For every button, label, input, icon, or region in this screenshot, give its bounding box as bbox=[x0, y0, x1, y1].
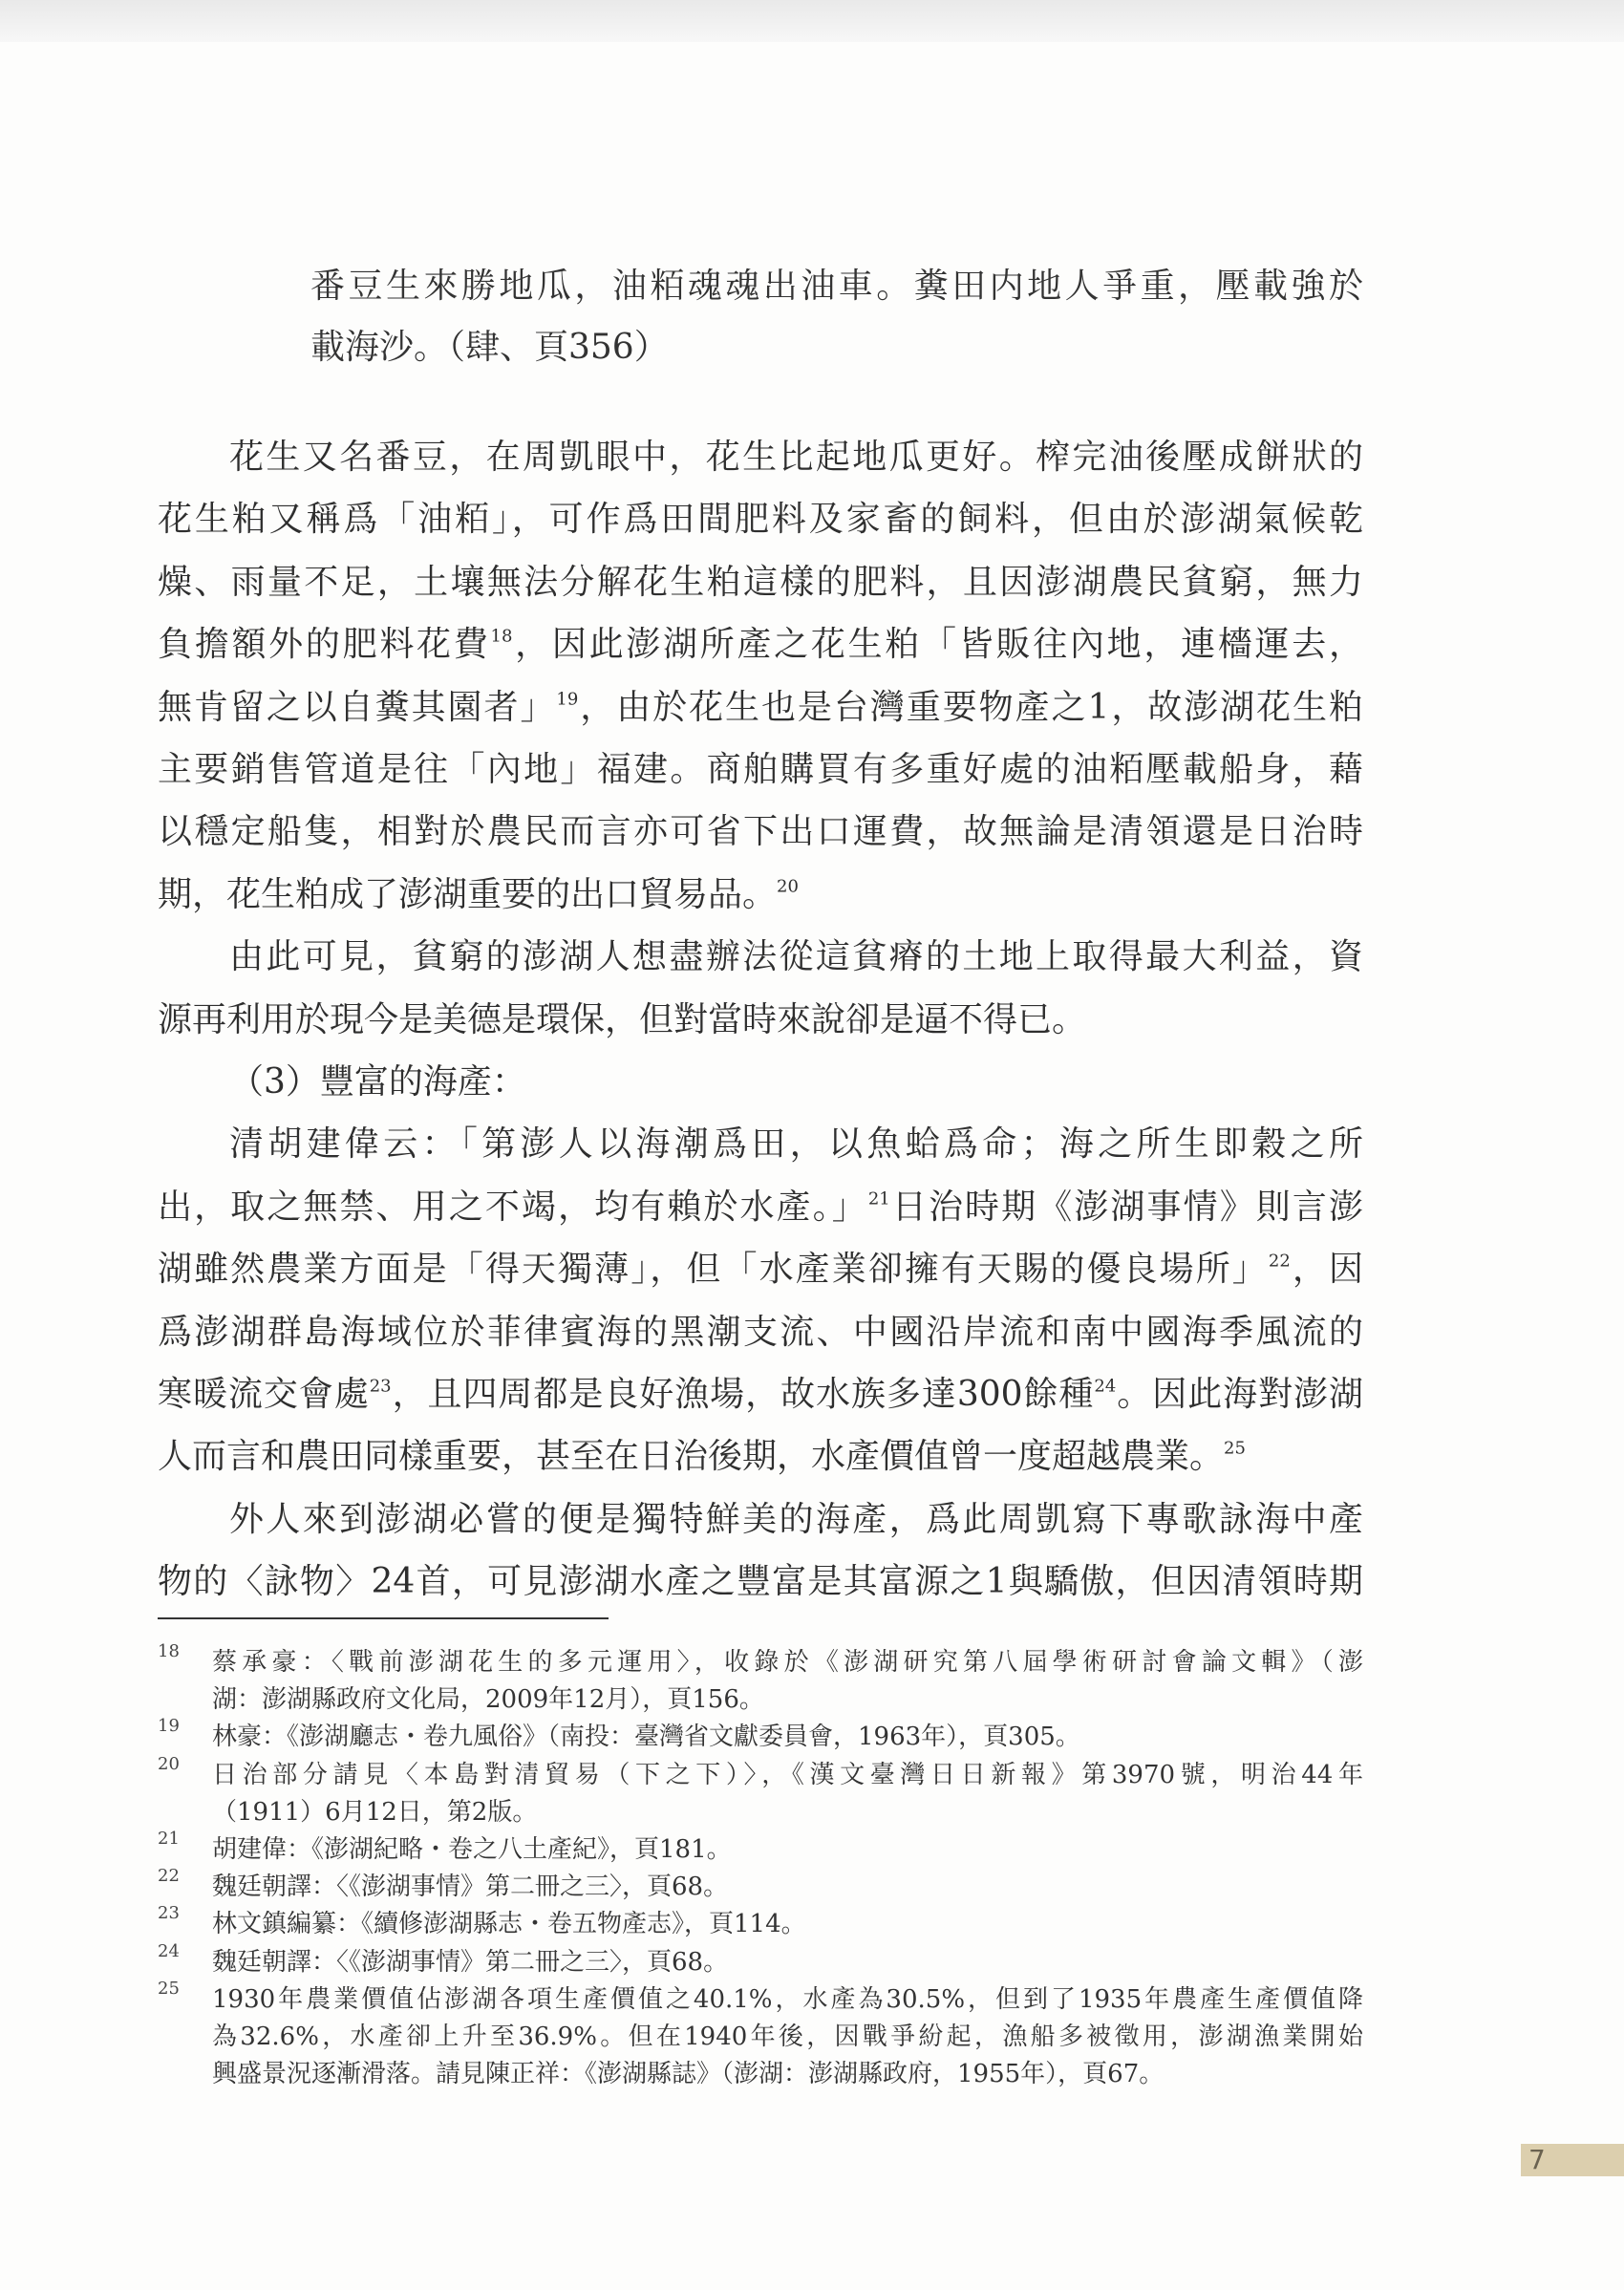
footnote-number: 18 bbox=[158, 1641, 180, 1661]
text-run: 爲澎湖群島海域位於菲律賓海的黑潮支流、中國沿岸流和南中國海季風流的 bbox=[158, 1312, 1363, 1352]
footnote-line: 胡建偉：《澎湖紀略・卷之八土產紀》，頁181。 bbox=[212, 1835, 732, 1864]
text-run: 外人來到澎湖必嘗的便是獨特鮮美的海產，爲此周凱寫下專歌詠海中產 bbox=[229, 1499, 1363, 1539]
text-run: 番豆生來勝地瓜，油粨魂魂出油車。糞田内地人爭重，壓載強於 bbox=[310, 267, 1363, 306]
footnote-number: 19 bbox=[158, 1716, 180, 1737]
paragraph-line bbox=[158, 1428, 1363, 1486]
text-run: 人而言和農田同樣重要，甚至在日治後期，水產價值曾一度超越農業。 bbox=[158, 1437, 1225, 1477]
footnote-ref: 24 bbox=[1094, 1376, 1117, 1397]
footnote-number: 24 bbox=[158, 1940, 180, 1961]
poem-line bbox=[310, 263, 1363, 310]
text-run: 。因此海對澎湖 bbox=[1116, 1375, 1363, 1414]
paragraph-line bbox=[158, 803, 1363, 861]
text-run: 無肯留之以自糞其園者」 bbox=[158, 687, 557, 727]
footnote-ref: 18 bbox=[490, 626, 513, 647]
text-run: 由此可見，貧窮的澎湖人想盡辦法從這貧瘠的土地上取得最大利益，資 bbox=[229, 937, 1363, 977]
footnote-ref: 25 bbox=[1224, 1439, 1246, 1459]
footnote-number: 20 bbox=[158, 1753, 180, 1774]
footnote-line: 林豪：《澎湖廳志・卷九風俗》（南投：臺灣省文獻委員會，1963年），頁305。 bbox=[212, 1723, 1080, 1752]
page-number: 7 bbox=[1521, 2144, 1624, 2176]
footnote-line: 1930年農業價值佔澎湖各項生產價值之40.1%，水產為30.5%，但到了1935年農產生產價值降 bbox=[212, 1984, 1363, 2014]
footnote-number: 23 bbox=[158, 1903, 180, 1924]
paragraph-line bbox=[158, 741, 1363, 799]
paragraph-line bbox=[158, 554, 1363, 611]
footnote-line: 湖：澎湖縣政府文化局，2009年12月），頁156。 bbox=[212, 1685, 764, 1715]
text-run: 源再利用於現今是美德是環保，但對當時來說卻是逼不得已。 bbox=[158, 999, 1087, 1039]
paragraph-line bbox=[158, 867, 1363, 924]
paragraph-line bbox=[158, 1116, 1363, 1173]
text-run: 清胡建偉云：「第澎人以海潮爲田，以魚蛤爲命；海之所生即穀之所 bbox=[229, 1124, 1363, 1165]
paragraph-line bbox=[158, 1553, 1363, 1611]
text-run: ，由於花生也是台灣重要物產之1，故澎湖花生粕 bbox=[578, 687, 1363, 727]
text-run: 湖雖然農業方面是「得天獨薄」，但「水產業卻擁有天賜的優良場所」 bbox=[158, 1250, 1269, 1290]
footnote-ref: 23 bbox=[369, 1376, 392, 1397]
paragraph-line bbox=[158, 1366, 1363, 1423]
text-run: 載海沙。（肆、頁356） bbox=[310, 328, 669, 367]
text-run: 以穩定船隻，相對於農民而言亦可省下出口運費，故無論是清領還是日治時 bbox=[158, 812, 1363, 852]
paragraph-line bbox=[158, 992, 1363, 1049]
paragraph-line bbox=[158, 1179, 1363, 1236]
footnote-divider bbox=[158, 1617, 609, 1619]
text-run: （3）豐富的海產： bbox=[229, 1062, 526, 1102]
footnote-line: 蔡承豪：〈戰前澎湖花生的多元運用〉，收錄於《澎湖研究第八屆學術研討會論文輯》（澎 bbox=[212, 1648, 1363, 1677]
paragraph-line bbox=[158, 491, 1363, 548]
paragraph-line bbox=[158, 1304, 1363, 1361]
footnote-line: 為32.6%，水產卻上升至36.9%。但在1940年後，因戰爭紛起，漁船多被徵用，澎湖漁業開始 bbox=[212, 2022, 1363, 2051]
footnote-number: 25 bbox=[158, 1978, 180, 1999]
footnote-line: 興盛景況逐漸滑落。請見陳正祥：《澎湖縣誌》（澎湖：澎湖縣政府，1955年），頁67。 bbox=[212, 2060, 1165, 2089]
text-run: 寒暖流交會處 bbox=[158, 1375, 370, 1414]
paragraph-line bbox=[158, 679, 1363, 737]
footnote-line: 日治部分請見〈本島對清貿易（下之下）〉，《漢文臺灣日日新報》第3970號，明治44年 bbox=[212, 1760, 1363, 1789]
footnote-number: 22 bbox=[158, 1866, 180, 1887]
footnote-ref: 21 bbox=[867, 1188, 890, 1209]
text-run: 負擔額外的肥料花費 bbox=[158, 625, 491, 665]
footnote-line: 魏廷朝譯：〈《澎湖事情》第二冊之三〉，頁68。 bbox=[212, 1873, 729, 1902]
paragraph-line bbox=[158, 616, 1363, 674]
text-run: ，且四周都是良好漁場，故水族多達300餘種 bbox=[391, 1375, 1095, 1414]
text-run: 主要銷售管道是往「內地」福建。商舶購買有多重好處的油粨壓載船身，藉 bbox=[158, 750, 1363, 789]
paragraph-line bbox=[158, 1241, 1363, 1298]
text-run: 花生粕又稱爲「油粨」，可作爲田間肥料及家畜的飼料，但由於澎湖氣候乾 bbox=[158, 500, 1363, 540]
scan-top-shadow bbox=[0, 0, 1624, 42]
text-run: 花生又名番豆，在周凱眼中，花生比起地瓜更好。榨完油後壓成餅狀的 bbox=[229, 438, 1363, 477]
poem-line bbox=[310, 324, 1363, 372]
footnote-ref: 20 bbox=[777, 876, 799, 897]
text-run: 出，取之無禁、用之不竭，均有賴於水產。」 bbox=[158, 1187, 868, 1227]
footnote-number: 21 bbox=[158, 1829, 180, 1849]
text-run: 期，花生粕成了澎湖重要的出口貿易品。 bbox=[158, 874, 778, 914]
paragraph-line bbox=[158, 929, 1363, 986]
paragraph-line bbox=[158, 429, 1363, 486]
text-run: 燥、雨量不足，土壤無法分解花生粕這樣的肥料，且因澎湖農民貧窮，無力 bbox=[158, 562, 1363, 602]
footnote-line: （1911）6月12日，第2版。 bbox=[212, 1797, 538, 1827]
footnote-ref: 22 bbox=[1268, 1251, 1291, 1272]
text-run: 日治時期《澎湖事情》則言澎 bbox=[889, 1187, 1363, 1227]
paragraph-line bbox=[158, 1491, 1363, 1549]
text-run: 物的〈詠物〉24首，可見澎湖水產之豐富是其富源之1與驕傲，但因清領時期 bbox=[158, 1562, 1363, 1602]
text-run: ，因此澎湖所產之花生粕「皆販往內地，連檣運去， bbox=[512, 625, 1363, 665]
text-run: ，因 bbox=[1290, 1250, 1363, 1290]
footnote-ref: 19 bbox=[556, 689, 579, 710]
section-heading bbox=[158, 1054, 1363, 1111]
footnote-line: 魏廷朝譯：〈《澎湖事情》第二冊之三〉，頁68。 bbox=[212, 1947, 729, 1977]
footnote-line: 林文鎮編纂：《續修澎湖縣志・卷五物產志》，頁114。 bbox=[212, 1910, 806, 1939]
